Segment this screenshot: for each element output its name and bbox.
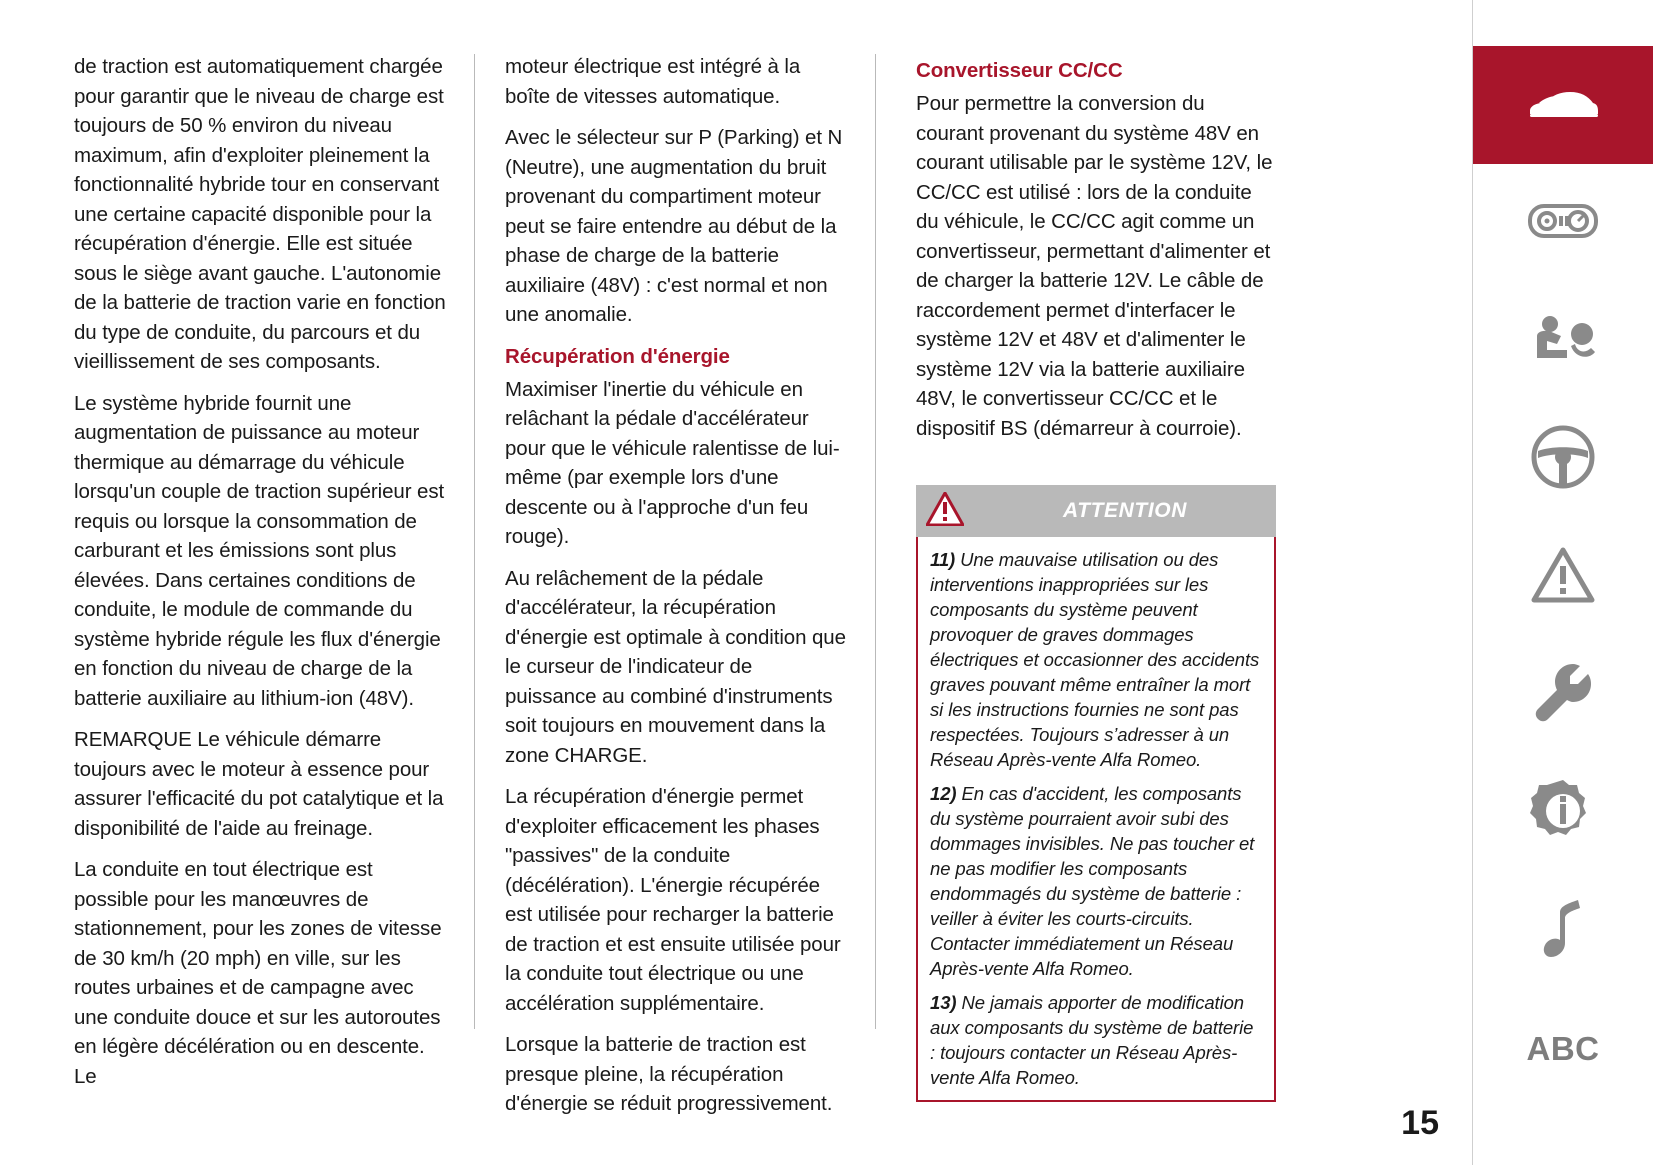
- section-tab-sidebar: [1472, 0, 1653, 1165]
- abc-index-icon: ABC: [1526, 1030, 1600, 1067]
- sidebar-item-multimedia[interactable]: [1473, 872, 1653, 990]
- wrench-icon: [1532, 661, 1594, 730]
- paragraph: Lorsque la batterie de traction est presque pleine, la récupération d'énergie se réduit progressivement.: [505, 1033, 833, 1115]
- airbag-seat-icon: [1527, 314, 1599, 369]
- attention-box: [916, 485, 1276, 1102]
- section-heading-dc-dc-converter: Convertisseur CC/CC: [916, 59, 1123, 82]
- page-number: 15: [1401, 1104, 1439, 1142]
- note-text: Une mauvaise utilisation ou des interventions inappropriées sur les composants du système peuvent provoquer de graves dommages électriques et occasionner des accidents graves pouvant même entraîner la mort si les instructions fournies ne sont pas respectées. Toujours s’adresser à un Réseau Après-vente Alfa Romeo.: [930, 549, 1260, 770]
- info-gear-icon: [1530, 778, 1596, 849]
- sidebar-item-maintenance[interactable]: [1473, 636, 1653, 754]
- sidebar-item-car[interactable]: [1473, 46, 1653, 164]
- column-3: [876, 52, 1296, 1088]
- attention-note: [930, 547, 1262, 772]
- sidebar-item-driving[interactable]: [1473, 400, 1653, 518]
- note-number: 12): [930, 783, 957, 804]
- attention-note: [930, 781, 1262, 981]
- note-number: 11): [930, 549, 956, 570]
- warning-triangle-icon: [1530, 546, 1596, 609]
- sidebar-item-instrument-cluster[interactable]: [1473, 164, 1653, 282]
- paragraph: Le système hybride fournit une augmentation de puissance au moteur thermique au démarrage du véhicule lorsqu'un couple de traction supérieur est requis ou lorsque la consommation de carburant et les émissions sont plus élevées. Dans certaines conditions de conduite, le module de commande du système hybride régule les flux d'énergie en fonction du niveau de charge de la batterie auxiliaire au lithium-ion (48V).: [74, 391, 445, 710]
- sidebar-item-technical-info[interactable]: [1473, 754, 1653, 872]
- note-number: 13): [930, 992, 957, 1013]
- sidebar-item-alphabetical-index[interactable]: [1473, 990, 1653, 1108]
- paragraph: de traction est automatiquement chargée pour garantir que le niveau de charge est toujours de 50 % environ du niveau maximum, afin d'exploiter pleinement la fonctionnalité hybride tour en conservant une certaine capacité disponible pour la récupération d'énergie. Elle est située sous le siège avant gauche. L'autonomie de la batterie de traction varie en fonction du type de conduite, du parcours et du vieillissement de ses composants.: [74, 55, 446, 373]
- warning-triangle-icon: [926, 492, 964, 531]
- music-note-icon: [1538, 898, 1588, 965]
- note-text: En cas d'accident, les composants du système pourraient avoir subi des dommages invisibles. Ne pas toucher et ne pas modifier les composants endommagés du système de batterie : veiller à éviter les courts-circuits. Contacter immédiatement un Réseau Après-vente Alfa Romeo.: [930, 783, 1255, 979]
- section-heading-energy-recovery: Récupération d'énergie: [505, 344, 730, 368]
- paragraph: Pour permettre la conversion du courant provenant du système 48V en courant utilisable par le système 12V, le CC/CC est utilisé : lors de la conduite du véhicule, le CC/CC agit comme un convertisseur, permettant d'alimenter et de charger la batterie 12V. Le câble de raccordement permet d'interfacer le système 12V et 48V et d'alimenter le système 12V via la batterie auxiliaire 48V, le convertisseur CC/CC et le dispositif BS (démarreur à courroie).: [916, 92, 1273, 440]
- paragraph: Avec le sélecteur sur P (Parking) et N (Neutre), une augmentation du bruit provenant du compartiment moteur peut se faire entendre au début de la phase de charge de la batterie auxiliaire (48V) : c'est normal et non une anomalie.: [505, 126, 843, 326]
- paragraph: La conduite en tout électrique est possible pour les manœuvres de stationnement, pour les zones de vitesse de 30 km/h (20 mph) en ville, sur les routes urbaines et de campagne avec une conduite douce et sur les autoroutes en légère décélération ou en descente. Le: [74, 858, 442, 1088]
- paragraph: La récupération d'énergie permet d'exploiter efficacement les phases "passives" de la conduite (décélération). L'énergie récupérée est utilisée pour recharger la batterie de traction et est ensuite utilisée pour la conduite tout électrique ou une accélération supplémentaire.: [505, 785, 841, 1015]
- attention-header: [916, 485, 1276, 537]
- attention-notes: [916, 537, 1276, 1102]
- instrument-cluster-icon: [1527, 200, 1599, 247]
- paragraph: moteur électrique est intégré à la boîte de vitesses automatique.: [505, 55, 801, 108]
- steering-wheel-icon: [1530, 424, 1596, 495]
- attention-icon-container: [916, 485, 974, 537]
- attention-title: ATTENTION: [974, 485, 1276, 537]
- sidebar-item-warnings[interactable]: [1473, 518, 1653, 636]
- note-text: Ne jamais apporter de modification aux composants du système de batterie : toujours contacter un Réseau Après-vente Alfa Romeo.: [930, 992, 1254, 1088]
- sidebar-item-airbag-safety[interactable]: [1473, 282, 1653, 400]
- paragraph: REMARQUE Le véhicule démarre toujours avec le moteur à essence pour assurer l'efficacité du pot catalytique et la disponibilité de l'aide au freinage.: [74, 728, 444, 840]
- paragraph: Au relâchement de la pédale d'accélérateur, la récupération d'énergie est optimale à condition que le curseur de l'indicateur de puissance au combiné d'instruments soit toujours en mouvement dans la zone CHARGE.: [505, 566, 846, 767]
- car-icon: [1526, 83, 1600, 128]
- paragraph: Maximiser l'inertie du véhicule en relâchant la pédale d'accélérateur pour que le véhicule ralentisse de lui-même (par exemple lors d'une descente ou à l'approche d'un feu rouge).: [505, 377, 840, 548]
- column-1: [74, 52, 474, 1088]
- attention-note: [930, 990, 1262, 1090]
- column-2: [475, 52, 875, 1115]
- text-columns: [0, 52, 1472, 1115]
